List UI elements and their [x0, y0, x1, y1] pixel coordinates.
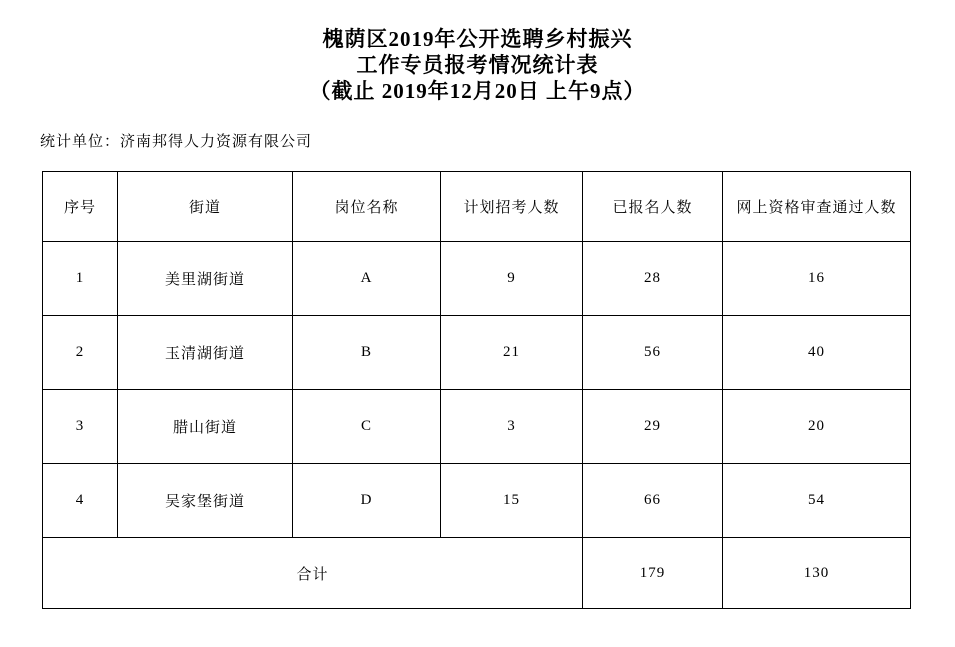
serial-cell: 3	[43, 390, 118, 464]
passed-cell: 54	[723, 464, 911, 538]
total-passed-cell: 130	[723, 538, 911, 609]
header-passed-count: 网上资格审查通过人数	[723, 172, 911, 242]
applied-cell: 28	[583, 242, 723, 316]
passed-cell: 40	[723, 316, 911, 390]
passed-cell: 20	[723, 390, 911, 464]
planned-cell: 9	[441, 242, 583, 316]
table-row	[43, 242, 911, 316]
header-applied-count: 已报名人数	[583, 172, 723, 242]
street-cell: 美里湖街道	[118, 242, 293, 316]
post-cell: B	[293, 316, 441, 390]
planned-cell: 21	[441, 316, 583, 390]
header-serial-number: 序号	[43, 172, 118, 242]
header-post-name: 岗位名称	[293, 172, 441, 242]
table-row	[43, 390, 911, 464]
title-line-3: （截止 2019年12月20日 上午9点）	[309, 79, 646, 103]
planned-cell: 15	[441, 464, 583, 538]
planned-cell: 3	[441, 390, 583, 464]
title-line-1: 槐荫区2019年公开选聘乡村振兴	[322, 27, 633, 51]
title-line-2: 工作专员报考情况统计表	[356, 53, 599, 77]
applied-cell: 66	[583, 464, 723, 538]
passed-cell: 16	[723, 242, 911, 316]
serial-cell: 4	[43, 464, 118, 538]
applied-cell: 56	[583, 316, 723, 390]
total-applied-cell: 179	[583, 538, 723, 609]
table-header-row	[43, 172, 911, 242]
header-street: 街道	[118, 172, 293, 242]
serial-cell: 2	[43, 316, 118, 390]
table-row	[43, 316, 911, 390]
total-row	[43, 538, 911, 609]
statistics-unit-label: 统计单位：济南邦得人力资源有限公司	[40, 134, 313, 150]
header-planned-count: 计划招考人数	[441, 172, 583, 242]
street-cell: 吴家堡街道	[118, 464, 293, 538]
street-cell: 腊山街道	[118, 390, 293, 464]
serial-cell: 1	[43, 242, 118, 316]
applied-cell: 29	[583, 390, 723, 464]
post-cell: C	[293, 390, 441, 464]
post-cell: D	[293, 464, 441, 538]
post-cell: A	[293, 242, 441, 316]
total-label-cell: 合计	[43, 538, 583, 609]
recruitment-statistics-table	[42, 171, 911, 609]
street-cell: 玉清湖街道	[118, 316, 293, 390]
document-title	[0, 0, 955, 104]
table-row	[43, 464, 911, 538]
